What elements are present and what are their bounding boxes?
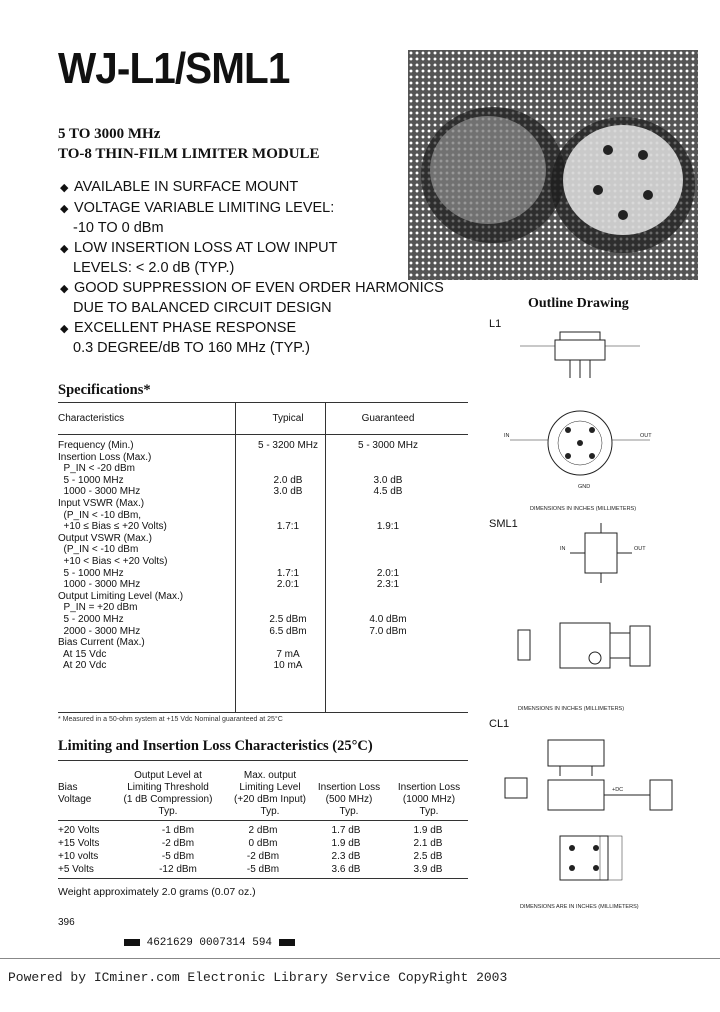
specifications-heading: Specifications* (58, 382, 151, 398)
table-row: +10 volts -5 dBm -2 dBm 2.3 dB 2.5 dB (58, 851, 443, 862)
table-row (58, 649, 468, 661)
characteristic-cell: 5 - 1000 MHz (58, 567, 124, 579)
document-title: WJ-L1/SML1 (58, 44, 290, 93)
table-row (58, 637, 468, 649)
characteristic-cell: 1000 - 3000 MHz (58, 486, 141, 498)
specifications-table (58, 412, 468, 672)
characteristic-cell: Bias Current (Max.) (58, 637, 145, 649)
table-row (58, 475, 468, 487)
characteristic-cell: +10 < Bias < +20 Volts) (58, 555, 168, 567)
sml1-outline-drawing (500, 518, 700, 718)
feature-continuation: DUE TO BALANCED CIRCUIT DESIGN (73, 300, 332, 316)
typical-cell: 6.5 dBm (269, 625, 307, 637)
table-row: +15 Volts -2 dBm 0 dBm 1.9 dB 2.1 dB (58, 838, 443, 849)
table-row (58, 440, 468, 452)
table-row (58, 521, 468, 533)
diamond-bullet-icon: ◆ (60, 282, 69, 295)
diamond-bullet-icon: ◆ (60, 182, 69, 194)
frequency-range: 5 TO 3000 MHz (58, 126, 161, 142)
subtitle (58, 124, 320, 164)
guaranteed-cell: 3.0 dB (373, 474, 403, 486)
specifications-footnote: * Measured in a 50-ohm system at +15 Vdc Nominal guaranteed at 25°C (58, 716, 283, 723)
typical-cell: 2.0:1 (276, 579, 300, 591)
feature-item: ◆ VOLTAGE VARIABLE LIMITING LEVEL: (58, 199, 444, 220)
characteristic-cell: Output VSWR (Max.) (58, 532, 152, 544)
characteristic-cell: +10 ≤ Bias ≤ +20 Volts) (58, 521, 167, 533)
diamond-bullet-icon: ◆ (60, 322, 69, 335)
typical-cell: 7 mA (276, 648, 300, 660)
typical-cell: 5 - 3200 MHz (257, 440, 319, 451)
column-header: Insertion Loss (1000 MHz) Typ. (397, 782, 461, 817)
table-row (58, 614, 468, 626)
guaranteed-cell: 2.0:1 (376, 567, 400, 579)
table-row (58, 556, 468, 568)
typical-cell: 1.7:1 (276, 521, 300, 533)
outline-label-sml1: SML1 (489, 518, 518, 530)
table-row (58, 591, 468, 603)
characteristic-cell: (P_IN < -10 dBm, (58, 509, 142, 521)
table-row (58, 463, 468, 475)
typical-cell: 1.7:1 (276, 567, 300, 579)
guaranteed-cell: 4.0 dBm (369, 613, 407, 625)
product-photo (408, 50, 698, 280)
column-header: Bias Voltage (58, 782, 92, 805)
svg-text:IN: IN (504, 433, 510, 439)
column-header: Max. output Limiting Level (+20 dBm Input) Typ. (234, 770, 306, 817)
table-row (58, 568, 468, 580)
table-row (58, 626, 468, 638)
characteristic-cell: 5 - 1000 MHz (58, 474, 124, 486)
feature-item: ◆ AVAILABLE IN SURFACE MOUNT (58, 178, 444, 199)
specifications-rows (58, 440, 468, 672)
characteristic-cell: At 20 Vdc (58, 660, 107, 672)
characteristic-cell: 2000 - 3000 MHz (58, 625, 141, 637)
feature-item: ◆ LOW INSERTION LOSS AT LOW INPUT (58, 239, 444, 260)
divider (0, 958, 720, 959)
table-row (58, 660, 468, 672)
footer-copyright: Powered by ICminer.com Electronic Library Service CopyRight 2003 (8, 970, 508, 985)
divider (58, 760, 468, 761)
diamond-bullet-icon: ◆ (60, 242, 69, 255)
divider (58, 878, 468, 879)
characteristic-cell: 1000 - 3000 MHz (58, 579, 141, 591)
divider (58, 402, 468, 403)
product-type: TO-8 THIN-FILM LIMITER MODULE (58, 146, 320, 162)
table-header: Characteristics Typical Guaranteed (58, 413, 415, 424)
diamond-bullet-icon: ◆ (60, 202, 69, 215)
weight-note: Weight approximately 2.0 grams (0.07 oz.) (58, 886, 256, 898)
guaranteed-cell: 5 - 3000 MHz (357, 440, 419, 451)
table-row (58, 579, 468, 591)
typical-cell: 2.0 dB (273, 474, 303, 486)
divider (58, 820, 468, 821)
guaranteed-cell: 4.5 dB (373, 486, 403, 498)
divider (58, 712, 468, 713)
l1-outline-drawing (500, 318, 700, 518)
typical-cell: 10 mA (273, 660, 303, 672)
svg-text:OUT: OUT (640, 433, 652, 439)
svg-text:IN: IN (560, 546, 566, 552)
module-photo-shapes (408, 50, 698, 280)
feature-continuation: -10 TO 0 dBm (73, 220, 164, 236)
characteristic-cell: P_IN = +20 dBm (58, 602, 138, 614)
outline-label-cl1: CL1 (489, 718, 510, 730)
characteristic-cell: Frequency (Min.) (58, 440, 134, 451)
table-row (58, 533, 468, 545)
cl1-outline-drawing (500, 718, 710, 918)
typical-cell: 3.0 dB (273, 486, 303, 498)
guaranteed-cell: 7.0 dBm (369, 625, 407, 637)
characteristic-cell: Input VSWR (Max.) (58, 497, 145, 509)
characteristic-cell: 5 - 2000 MHz (58, 613, 124, 625)
feature-list (58, 178, 444, 359)
table-row (58, 544, 468, 556)
characteristic-cell: (P_IN < -10 dBm (58, 544, 139, 556)
guaranteed-cell: 1.9:1 (376, 521, 400, 533)
outline-label-l1: L1 (489, 318, 502, 330)
table-row (58, 602, 468, 614)
table-row: +5 Volts -12 dBm -5 dBm 3.6 dB 3.9 dB (58, 864, 443, 875)
guaranteed-cell: 2.3:1 (376, 579, 400, 591)
column-header: Output Level at Limiting Threshold (1 dB Compression) Typ. (123, 770, 213, 817)
feature-continuation: 0.3 DEGREE/dB TO 160 MHz (TYP.) (73, 340, 310, 356)
table-row (58, 510, 468, 522)
column-header: Insertion Loss (500 MHz) Typ. (317, 782, 381, 817)
table-row: +20 Volts -1 dBm 2 dBm 1.7 dB 1.9 dB (58, 825, 443, 836)
feature-item: ◆ EXCELLENT PHASE RESPONSE (58, 319, 444, 340)
feature-item: ◆ GOOD SUPPRESSION OF EVEN ORDER HARMONICS (58, 279, 444, 300)
svg-text:OUT: OUT (634, 546, 646, 552)
table-row (58, 452, 468, 464)
table-row (58, 486, 468, 498)
svg-text:DIMENSIONS IN INCHES (MILLIMET: DIMENSIONS IN INCHES (MILLIMETERS) (518, 706, 625, 712)
svg-text:GND: GND (578, 484, 591, 490)
svg-text:DIMENSIONS ARE IN INCHES (MILL: DIMENSIONS ARE IN INCHES (MILLIMETERS) (520, 904, 639, 910)
characteristic-cell: P_IN < -20 dBm (58, 463, 135, 475)
outline-heading: Outline Drawing (528, 296, 629, 311)
svg-text:+DC: +DC (612, 787, 624, 793)
svg-text:DIMENSIONS IN INCHES (MILLIMET: DIMENSIONS IN INCHES (MILLIMETERS) (530, 506, 637, 512)
limiting-heading: Limiting and Insertion Loss Characteristics (25°C) (58, 738, 373, 754)
feature-continuation: LEVELS: < 2.0 dB (TYP.) (73, 260, 235, 276)
characteristic-cell: Output Limiting Level (Max.) (58, 590, 184, 602)
page-number: 396 (58, 917, 75, 928)
table-row (58, 498, 468, 510)
characteristic-cell: Insertion Loss (Max.) (58, 451, 152, 463)
barcode: 4621629 0007314 594 (124, 937, 295, 949)
characteristic-cell: At 15 Vdc (58, 648, 107, 660)
typical-cell: 2.5 dBm (269, 613, 307, 625)
